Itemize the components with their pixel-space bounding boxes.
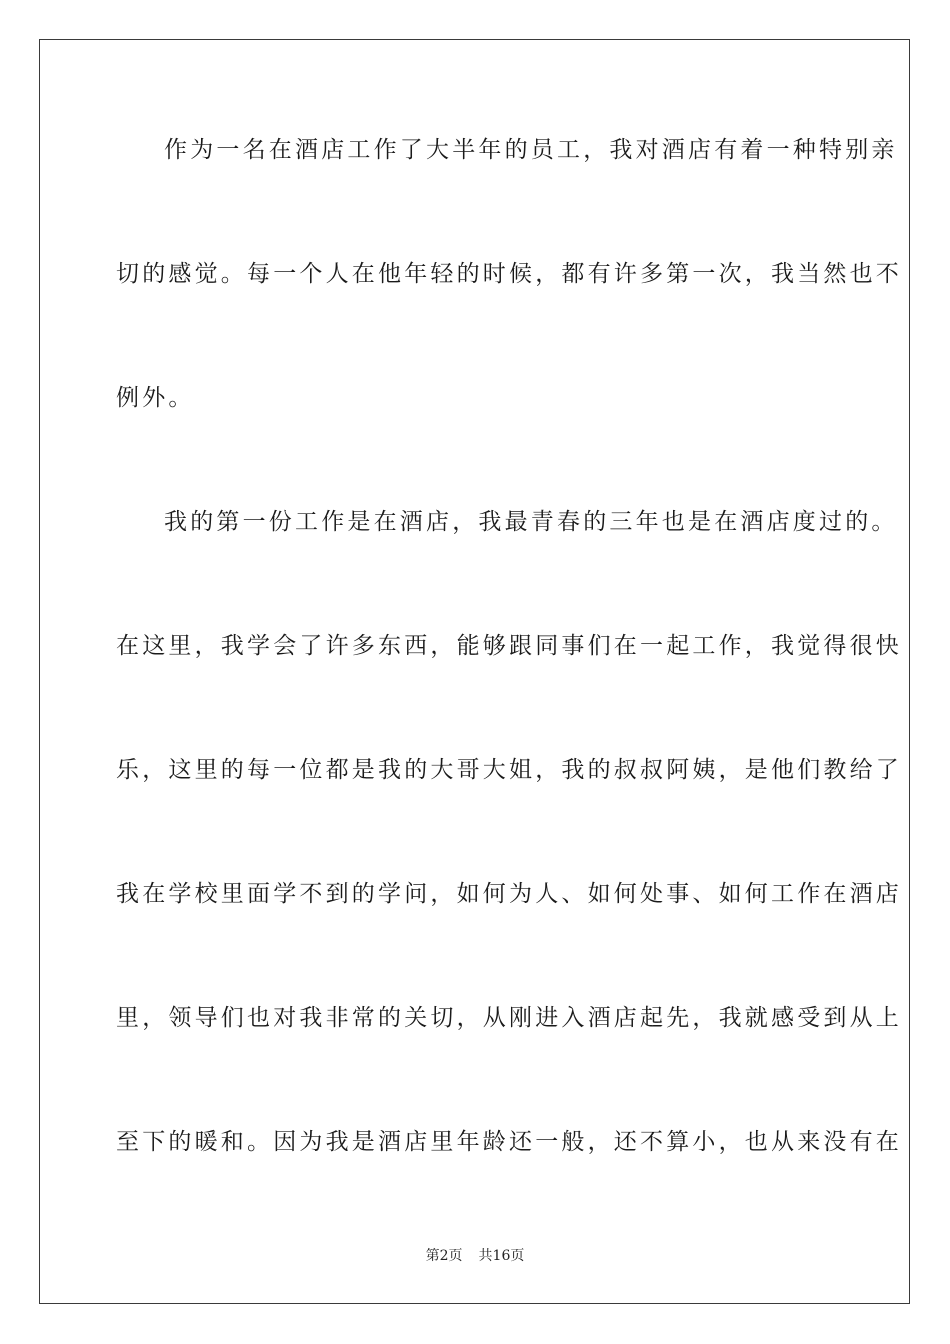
page-total: 共16页 <box>478 1248 525 1264</box>
paragraph-2-line-2: 在这里，我学会了许多东西，能够跟同事们在一起工作，我觉得很快 <box>116 633 902 659</box>
paragraph-2-line-6: 至下的暖和。因为我是酒店里年龄还一般，还不算小，也从来没有在 <box>116 1129 902 1155</box>
paragraph-2-line-4: 我在学校里面学不到的学问，如何为人、如何处事、如何工作在酒店 <box>116 881 902 907</box>
paragraph-1-line-2: 切的感觉。每一个人在他年轻的时候，都有许多第一次，我当然也不 <box>116 261 902 287</box>
page-footer <box>0 1246 950 1266</box>
paragraph-1-line-1: 作为一名在酒店工作了大半年的员工，我对酒店有着一种特别亲 <box>164 137 898 163</box>
paragraph-1-line-3: 例外。 <box>116 385 195 411</box>
paragraph-2-line-1: 我的第一份工作是在酒店，我最青春的三年也是在酒店度过的。 <box>164 509 898 535</box>
paragraph-2-line-3: 乐，这里的每一位都是我的大哥大姐，我的叔叔阿姨，是他们教给了 <box>116 757 902 783</box>
page-number: 第2页 <box>425 1248 463 1264</box>
page-border <box>39 39 910 1304</box>
paragraph-2-line-5: 里，领导们也对我非常的关切，从刚进入酒店起先，我就感受到从上 <box>116 1005 902 1031</box>
